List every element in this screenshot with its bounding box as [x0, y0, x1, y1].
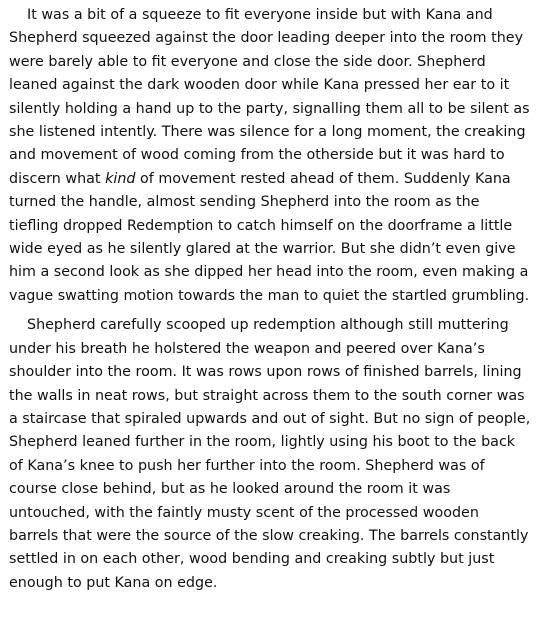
paragraph-2: Shepherd carefully scooped up redemption although still muttering under his breath he holstered the weapon and peered over Kana’s shoulder into the room. It was rows upon rows of finished barrels, lining the walls in neat rows, but straight across them to the south corner was a staircase that spiraled upwards and out of sight. But no sign of people, Shepherd leaned further in the room, lightly using his boot to the back of Kana’s knee to push her further into the room. Shepherd was of course close behind, but as he looked around the room it was untouched, with the faintly musty scent of the processed wooden barrels that were the source of the slow creaking. The barrels constantly settled in on each other, wood bending and creaking subtly but just enough to put Kana on edge. — [9, 317, 531, 591]
paragraph-1-text-before: It was a bit of a squeeze to fit everyone inside but with Kana and Shepherd squeezed against the door leading deeper into the room they were barely able to fit everyone and close the side door. Shepherd leaned against the dark wooden door while Kana pressed her ear to it silently holding a hand up to the party, signalling them all to be silent as she listened intently. There was silence for a long moment, the creaking and movement of wood coming from the otherside but it was hard to discern what — [9, 7, 530, 187]
paragraph-1-text-after: of movement rested ahead of them. Suddenly Kana turned the handle, almost sending Shepherd into the room as the tiefling dropped Redemption to catch himself on the doorframe a little wide eyed as he silently glared at the warrior. But she didn’t even give him a second look as she dipped her head into the room, even making a vague swatting motion towards the man to quiet the startled grumbling. — [9, 170, 530, 304]
paragraph-1-emphasis: kind — [105, 170, 136, 187]
paragraph-1 — [9, 4, 531, 308]
